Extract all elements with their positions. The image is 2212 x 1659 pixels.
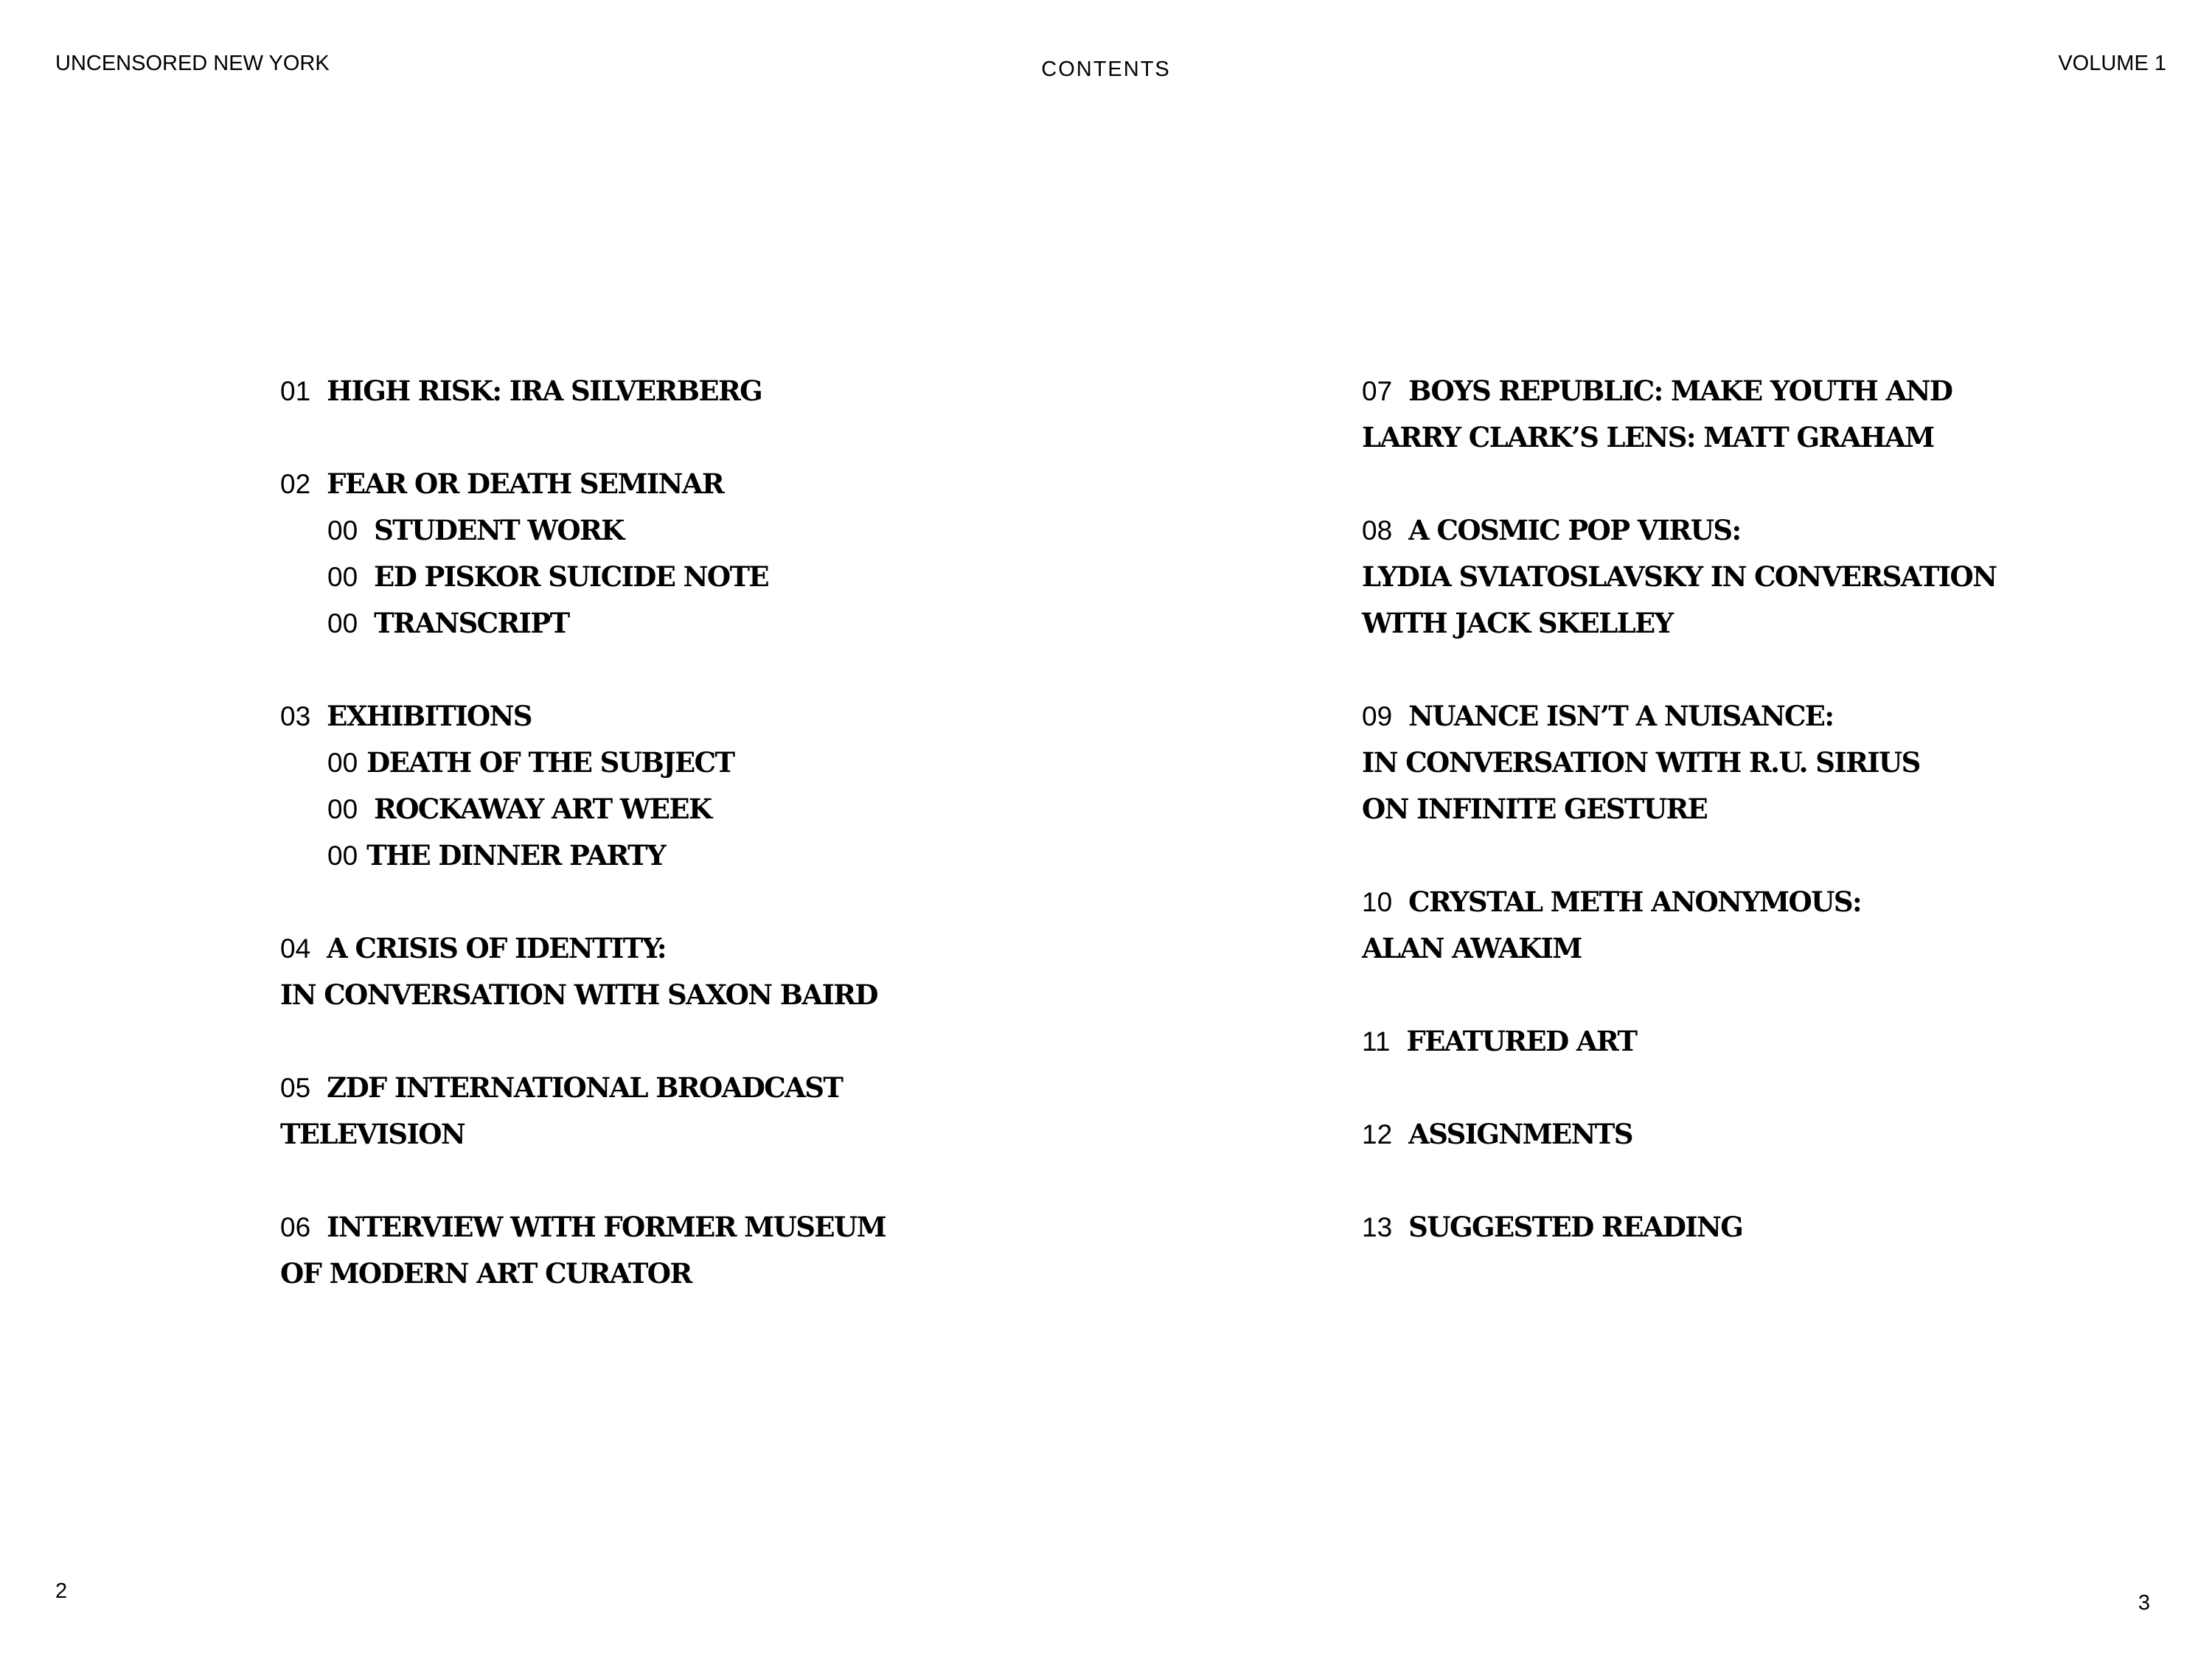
entry-title: CRYSTAL METH ANONYMOUS: bbox=[1408, 886, 1862, 918]
entry-title: ASSIGNMENTS bbox=[1408, 1118, 1632, 1150]
toc-left-column bbox=[280, 368, 886, 1297]
entry-title: NUANCE ISN’T A NUISANCE: bbox=[1408, 700, 1834, 732]
subentry-number: 00 bbox=[327, 515, 358, 546]
entry-title-continued: ON INFINITE GESTURE bbox=[1362, 793, 1708, 825]
subentry-number: 00 bbox=[327, 608, 358, 639]
entry-title: SUGGESTED READING bbox=[1408, 1211, 1743, 1243]
entry-number: 04 bbox=[280, 933, 311, 964]
toc-entry[interactable] bbox=[1362, 1018, 1996, 1065]
entry-number: 10 bbox=[1362, 887, 1393, 917]
entry-title: EXHIBITIONS bbox=[327, 700, 532, 732]
toc-entry[interactable] bbox=[1362, 879, 1996, 972]
toc-entry[interactable] bbox=[1362, 368, 1996, 461]
toc-subentry[interactable] bbox=[280, 600, 886, 647]
entry-number: 13 bbox=[1362, 1212, 1393, 1242]
toc-subentry[interactable] bbox=[280, 832, 886, 879]
entry-number: 07 bbox=[1362, 376, 1393, 406]
publication-title: UNCENSORED NEW YORK bbox=[55, 52, 330, 75]
entry-title: A CRISIS OF IDENTITY: bbox=[327, 932, 666, 964]
toc-entry[interactable] bbox=[280, 461, 886, 647]
toc-entry[interactable] bbox=[280, 693, 886, 879]
entry-title: A COSMIC POP VIRUS: bbox=[1408, 514, 1741, 546]
subentry-title: TRANSCRIPT bbox=[374, 607, 569, 639]
entry-number: 08 bbox=[1362, 515, 1393, 546]
entry-number: 09 bbox=[1362, 701, 1393, 731]
entry-number: 02 bbox=[280, 469, 311, 499]
entry-title: FEAR OR DEATH SEMINAR bbox=[327, 467, 724, 500]
entry-title: FEATURED ART bbox=[1406, 1025, 1637, 1057]
subentry-title: DEATH OF THE SUBJECT bbox=[366, 746, 734, 779]
entry-title: HIGH RISK: IRA SILVERBERG bbox=[327, 375, 762, 407]
entry-title: ZDF INTERNATIONAL BROADCAST bbox=[327, 1071, 843, 1104]
entry-title: INTERVIEW WITH FORMER MUSEUM bbox=[327, 1211, 886, 1243]
entry-title: BOYS REPUBLIC: MAKE YOUTH AND bbox=[1408, 375, 1952, 407]
section-title: CONTENTS bbox=[1041, 58, 1171, 81]
toc-entry[interactable] bbox=[280, 368, 886, 414]
entry-number: 06 bbox=[280, 1212, 311, 1242]
subentry-title: ED PISKOR SUICIDE NOTE bbox=[374, 560, 769, 593]
page-number-left: 2 bbox=[55, 1579, 68, 1603]
entry-number: 12 bbox=[1362, 1119, 1393, 1150]
entry-title-continued: IN CONVERSATION WITH R.U. SIRIUS bbox=[1362, 746, 1920, 779]
subentry-number: 00 bbox=[327, 748, 358, 778]
toc-entry[interactable] bbox=[280, 1065, 886, 1158]
toc-entry[interactable] bbox=[1362, 693, 1996, 832]
entry-number: 05 bbox=[280, 1073, 311, 1103]
entry-number: 03 bbox=[280, 701, 311, 731]
toc-entry[interactable] bbox=[1362, 507, 1996, 647]
subentry-number: 00 bbox=[327, 794, 358, 824]
entry-title-continued: IN CONVERSATION WITH SAXON BAIRD bbox=[280, 978, 877, 1011]
entry-title-continued: LYDIA SVIATOSLAVSKY IN CONVERSATION bbox=[1362, 560, 1997, 593]
entry-number: 11 bbox=[1362, 1026, 1391, 1057]
volume-label: VOLUME 1 bbox=[2058, 52, 2166, 75]
toc-entry[interactable] bbox=[1362, 1204, 1996, 1251]
toc-subentry[interactable] bbox=[280, 554, 886, 600]
toc-entry[interactable] bbox=[1362, 1111, 1996, 1158]
toc-entry[interactable] bbox=[280, 925, 886, 1018]
subentry-title: ROCKAWAY ART WEEK bbox=[374, 793, 712, 825]
toc-entry[interactable] bbox=[280, 1204, 886, 1297]
subentry-title: THE DINNER PARTY bbox=[366, 839, 665, 872]
entry-title-continued: ALAN AWAKIM bbox=[1362, 932, 1582, 964]
entry-title-continued: TELEVISION bbox=[280, 1118, 465, 1150]
entry-number: 01 bbox=[280, 376, 311, 406]
toc-subentry[interactable] bbox=[280, 740, 886, 786]
entry-title-continued: OF MODERN ART CURATOR bbox=[280, 1257, 692, 1290]
page-number-right: 3 bbox=[2138, 1591, 2150, 1615]
entry-title-continued: LARRY CLARK’S LENS: MATT GRAHAM bbox=[1362, 421, 1934, 453]
subentry-number: 00 bbox=[327, 841, 358, 871]
subentry-number: 00 bbox=[327, 562, 358, 592]
toc-subentry[interactable] bbox=[280, 786, 886, 832]
toc-subentry[interactable] bbox=[280, 507, 886, 554]
entry-title-continued: WITH JACK SKELLEY bbox=[1362, 607, 1673, 639]
subentry-title: STUDENT WORK bbox=[374, 514, 624, 546]
toc-right-column bbox=[1362, 368, 1996, 1251]
